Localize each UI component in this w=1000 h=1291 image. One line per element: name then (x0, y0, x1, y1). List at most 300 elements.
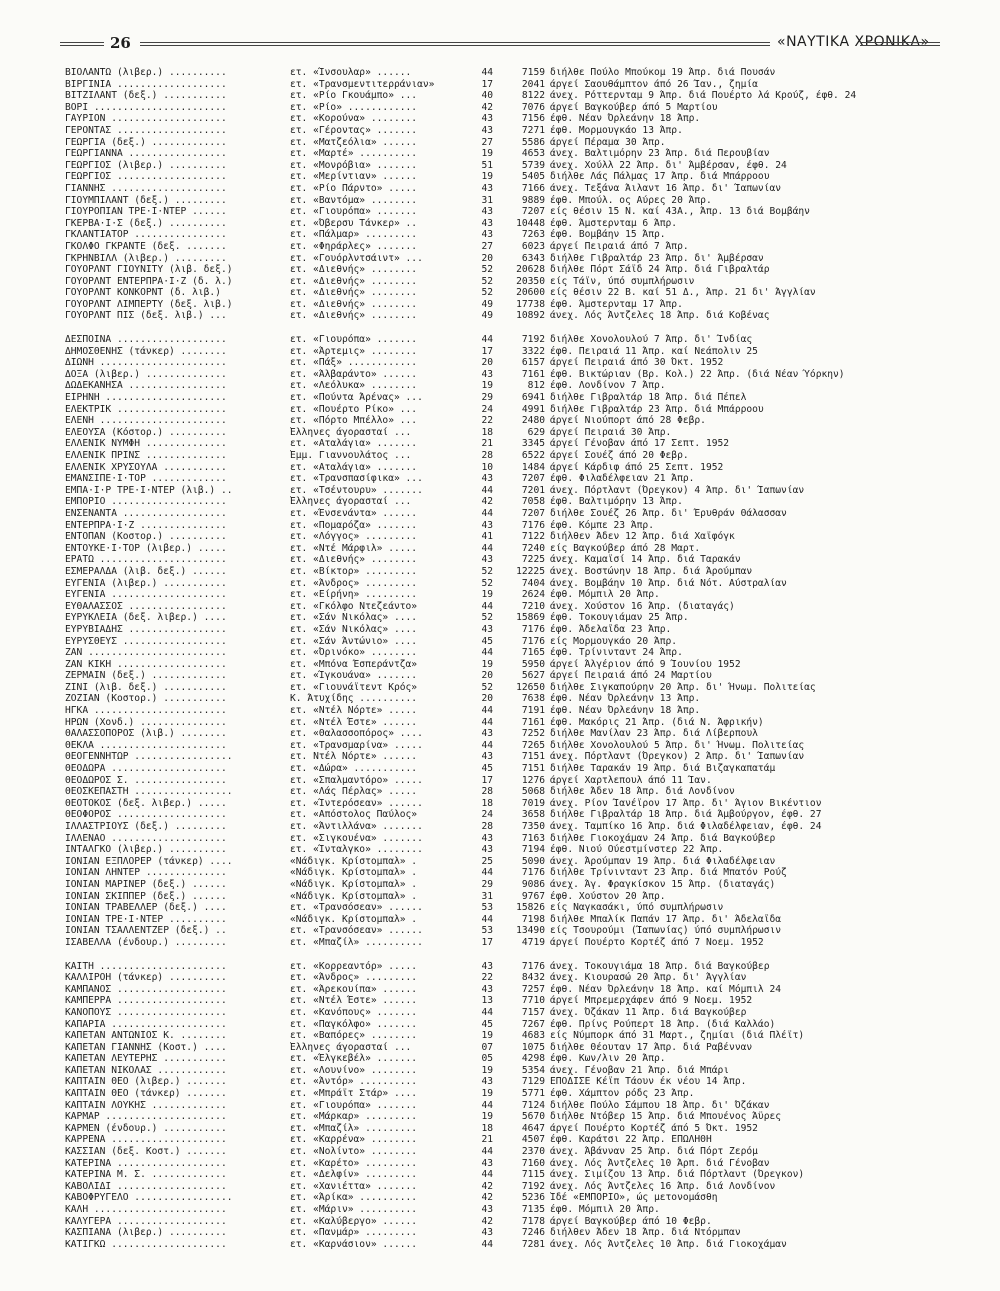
tonnage: 7194 (521, 844, 545, 856)
status: άνεχ. Τεξάνα Άιλαντ 16 Άπρ. δι' Ίαπωνίαν (550, 182, 782, 194)
tonnage: 7176 (521, 623, 545, 635)
ship-row (65, 1100, 935, 1112)
ship-name: ΕΝΤΟΠΑΝ (Κοστορ.) .......... (65, 531, 227, 543)
tonnage: 9889 (521, 194, 545, 206)
ship-name: ΕΛΕΝΗ ...................... (65, 415, 227, 427)
status: άνεχ. Άγ. Φραγκίσκον 15 Άπρ. (διαταγάς) (550, 878, 776, 890)
flag-code: 40 (481, 90, 493, 102)
agent: ετ. «Ίντερόσεαν» ...... (290, 797, 423, 809)
ship-row (65, 1019, 935, 1031)
status: διήλθε Μανίλαν 23 Άπρ. διά Λίβερπουλ (550, 728, 758, 740)
flag-code: 17 (481, 345, 493, 357)
ship-row (65, 241, 935, 253)
journal-title: «ΝΑΥΤΙΚΑ ΧΡΟΝΙΚΑ» (777, 34, 930, 50)
tonnage: 5090 (521, 855, 545, 867)
tonnage: 7165 (521, 647, 545, 659)
ship-name: ΕΝΤΟΥΚΕ·Ι·ΤΟΡ (λιβερ.) ..... (65, 542, 227, 554)
tonnage: 5627 (521, 670, 545, 682)
flag-code: 44 (481, 647, 493, 659)
agent: ετ. «Γκόλφο Ντεζεάντο» (290, 600, 418, 612)
ship-row (65, 995, 935, 1007)
ship-row (65, 113, 935, 125)
ship-row (65, 473, 935, 485)
flag-code: 44 (481, 705, 493, 717)
flag-code: 44 (481, 484, 493, 496)
ship-name: ΕΥΓΕΝΙΑ .................... (65, 589, 227, 601)
status: έφθ. Καράτσι 22 Άπρ. ΕΠΩΛΗΘΗ (550, 1134, 712, 1146)
ship-name: ΚΑΝΟΠΟΥΣ ................... (65, 1006, 227, 1018)
status: έφθ. Μόμπιλ 20 Άπρ. (550, 589, 660, 601)
ship-name: ΙΝΤΑΛΓΚΟ (λιβερ.) .......... (65, 844, 227, 856)
ship-name: ΚΑΠΕΤΑΝ ΛΕΥΤΕΡΗΣ ........... (65, 1053, 227, 1065)
ship-name: ΙΟΝΙΑΝ ΣΚΙΠΠΕΡ (δεξ.) ...... (65, 890, 227, 902)
status: έφθ. Βομβάην 15 Άπρ. (550, 229, 666, 241)
group-separator (65, 949, 935, 961)
flag-code: 24 (481, 403, 493, 415)
flag-code: 42 (481, 1215, 493, 1227)
tonnage: 7267 (521, 1018, 545, 1030)
header-rule-left (60, 42, 104, 46)
status: έφθ. Μόμπιλ 20 Άπρ. (550, 1204, 660, 1215)
ship-name: ΓΟΥΟΡΛΝΤ ΕΝΤΕΡΠΡΑ·Ι·Ζ (δ. λ.) (65, 275, 233, 287)
flag-code: 44 (481, 507, 493, 519)
ship-row (65, 682, 935, 694)
ship-row (65, 566, 935, 578)
flag-code: 43 (481, 1227, 493, 1239)
flag-code: 05 (481, 1053, 493, 1065)
tonnage: 5739 (521, 159, 545, 171)
flag-code: 42 (481, 101, 493, 113)
ship-name: ΓΟΥΟΡΛΝΤ ΠΙΣ (δεξ. λιβ.) ... (65, 310, 227, 322)
status: άργεί Χαρτλεπουλ άπό 11 Ίαν. (550, 774, 712, 786)
ship-row (65, 1181, 935, 1193)
ship-name: ΘΕΟΓΕΝΝΗΤΩΡ ................. (65, 751, 233, 763)
flag-code: 44 (481, 1146, 493, 1158)
ship-row (65, 717, 935, 729)
tonnage: 2480 (521, 415, 545, 427)
ship-name: ΓΚΟΛΦΟ ΓΚΡΑΝΤΕ (δεξ. ....... (65, 240, 227, 252)
agent: ετ. «Κανόπους» ....... (290, 1006, 418, 1018)
agent: ετ. «Καρνάσιον» ...... (290, 1238, 418, 1250)
ship-row (65, 392, 935, 404)
ship-row (65, 856, 935, 868)
status: διήλθε Ντόβερ 15 Άπρ. διά Μπουένος Άϋρες (550, 1111, 782, 1123)
tonnage: 7638 (521, 693, 545, 705)
status: διήλθε Γιβραλτάρ 23 Άπρ. διά Μπάρροου (550, 403, 764, 415)
status: άνεχ. Ρίον Ίανέϊρον 17 Άπρ. δι' Άγιον Βικέντιον (550, 797, 822, 809)
ship-row (65, 867, 935, 879)
status: άργεί Κάρδιφ άπό 25 Σεπτ. 1952 (550, 461, 724, 473)
flag-code: 27 (481, 136, 493, 148)
agent: ετ. «Μαρτέ» .......... (290, 148, 418, 160)
ship-name: ΙΟΝΙΑΝ ΤΡΑΒΕΛΛΕΡ (δεξ.) .... (65, 902, 227, 914)
ship-row (65, 264, 935, 276)
flag-code: 22 (481, 972, 493, 984)
tonnage: 7207 (521, 473, 545, 485)
ship-row (65, 902, 935, 914)
tonnage: 8122 (521, 90, 545, 102)
tonnage: 6343 (521, 252, 545, 264)
ship-row (65, 578, 935, 590)
agent: ετ. «Ρίο Πάρντο» ..... (290, 182, 418, 194)
status: έφθ. Νέαν Όρλεάνην 18 Άπρ. καί Μόμπιλ 24 (550, 983, 782, 995)
ship-row (65, 148, 935, 160)
agent: ετ. «Τρανσόσεαν» ...... (290, 902, 423, 914)
tonnage: 7129 (521, 1076, 545, 1088)
agent: ετ. «Άνδρος» ......... (290, 972, 418, 984)
ship-row (65, 1192, 935, 1204)
ship-name: ΕΥΘΑΛΑΣΣΟΣ ................. (65, 600, 227, 612)
agent: ετ. «Ματζεόλια» ...... (290, 136, 418, 148)
tonnage: 6023 (521, 240, 545, 252)
status: άνεχ. Λός Άντζελες 18 Άπρ. διά Κοβένας (550, 310, 770, 322)
agent: ετ. «Όρινόκο» ........ (290, 647, 418, 659)
agent: ετ. «Διεθνής» ........ (290, 275, 418, 287)
tonnage: 13490 (516, 925, 545, 937)
flag-code: 21 (481, 438, 493, 450)
tonnage: 12225 (516, 565, 545, 577)
flag-code: 43 (481, 844, 493, 856)
tonnage: 4653 (521, 148, 545, 160)
ship-name: ΖΑΝ ........................ (65, 647, 227, 659)
status: είς Μορμουγκάο 20 Άπρ. (550, 635, 678, 647)
ship-name: ΓΕΩΡΓΙΟΣ ................... (65, 171, 227, 183)
tonnage: 10892 (516, 310, 545, 322)
ship-name: ΘΑΛΑΣΣΟΠΟΡΟΣ (λιβ.) ........ (65, 728, 227, 740)
ship-name: ΚΑΛΗ ....................... (65, 1204, 227, 1215)
ship-row (65, 427, 935, 439)
ship-row (65, 357, 935, 369)
tonnage: 5354 (521, 1064, 545, 1076)
agent: ετ. «Διεθνής» ........ (290, 554, 418, 566)
ship-row (65, 914, 935, 926)
agent: ετ. «Πάξ» ............ (290, 357, 418, 369)
agent: ετ. «Βίκτορ» ......... (290, 565, 418, 577)
ship-name: ΕΥΡΥΚΛΕΙΑ (δεξ. λιβερ.) .... (65, 612, 227, 624)
status: διήλθε Γιοκοχάμαν 24 Άπρ. διά Βαγκούβερ (550, 832, 776, 844)
ship-name: ΕΥΡΥΒΙΑΔΗΣ ................. (65, 623, 227, 635)
agent: ετ. «Βαντόμα» ........ (290, 194, 418, 206)
ship-row (65, 380, 935, 392)
agent: ετ. «Χανιέττα» ....... (290, 1180, 418, 1192)
agent: ετ. «Ίνσουλαρ» ...... (290, 67, 412, 78)
status: διήλθε Τρίνινταντ 23 Άπρ. διά Μπατόν Ρούζ (550, 867, 787, 879)
flag-code: 27 (481, 240, 493, 252)
flag-code: 19 (481, 1030, 493, 1042)
status: διήλθε Σιγκαπούρην 20 Άπρ. δι' Ήνωμ. Πολιτείας (550, 681, 816, 693)
status: άνεχ. Καμαϊσί 14 Άπρ. διά Ταρακάν (550, 554, 741, 566)
status: Ίδέ «ΕΜΠΟΡΙΟ», ώς μετονομάσθη (550, 1192, 718, 1204)
flag-code: 43 (481, 206, 493, 218)
tonnage: 4719 (521, 936, 545, 948)
flag-code: 52 (481, 577, 493, 589)
flag-code: 44 (481, 739, 493, 751)
ship-name: ΚΑΒΟΛΙΔΙ ................... (65, 1180, 227, 1192)
status: άνεχ. Βαλτιμόρην 23 Άπρ. διά Περουβίαν (550, 148, 770, 160)
ship-row (65, 90, 935, 102)
ship-name: ΚΑΡΜΑΡ ..................... (65, 1111, 227, 1123)
ship-row (65, 612, 935, 624)
ship-name: ΙΟΝΙΑΝ ΛΗΝΤΕΡ .............. (65, 867, 227, 879)
ship-row (65, 102, 935, 114)
tonnage: 5068 (521, 786, 545, 798)
status: άνεχ. Άβάνναν 25 Άπρ. διά Πόρτ Ζερόμ (550, 1146, 758, 1158)
status: είς Τάϊν, ύπό συμπλήρωσιν (550, 275, 695, 287)
ship-name: ΖΟΖΙΑΝ (Κοστορ.) ........... (65, 693, 227, 705)
flag-code: 44 (481, 67, 493, 78)
ship-name: ΕΛΛΕΝΙΚ ΧΡΥΣΟΥΛΑ ........... (65, 461, 227, 473)
agent: ετ. «Άρίκα» .......... (290, 1192, 418, 1204)
status: είς θέσιν 22 Β. καί 51 Δ., Άπρ. 21 δι' Άγγλίαν (550, 287, 816, 299)
status: άνεχ. Λός Άντζελες 16 Άπρ. διά Λονδίνον (550, 1180, 776, 1192)
agent: «Νάδιγκ. Κρίστομπαλ» . (290, 878, 418, 890)
tonnage: 7076 (521, 101, 545, 113)
header-rule-middle (140, 42, 770, 46)
status: έφθ. Κόμπε 23 Άπρ. (550, 519, 654, 531)
status: άνεχ. Λός Άντζελες 10 Άρπ. διά Γένοβαν (550, 1157, 770, 1169)
ship-name: ΚΑΜΠΕΡΡΑ ................... (65, 995, 227, 1007)
status: άνεχ. Πόρτλαντ (Όρεγκον) 2 Άπρ. δι' Ίαπωνίαν (550, 751, 805, 763)
agent: ετ. «Σιγκουένα» ....... (290, 832, 423, 844)
flag-code: 24 (481, 809, 493, 821)
ship-row (65, 183, 935, 195)
flag-code: 17 (481, 774, 493, 786)
flag-code: 42 (481, 1192, 493, 1204)
status: έφθ. Πειραιά 11 Άπρ. καί Νεάπολιν 25 (550, 345, 758, 357)
status: διήλθε Χονολουλού 5 Άπρ. δι' Ήνωμ. Πολιτείας (550, 739, 805, 751)
flag-code: 28 (481, 450, 493, 461)
tonnage: 7160 (521, 1157, 545, 1169)
flag-code: 29 (481, 392, 493, 404)
tonnage: 7157 (521, 1006, 545, 1018)
ship-row (65, 1204, 935, 1216)
agent: ετ. «Ίγκουάνα» ....... (290, 670, 418, 682)
agent: ετ. «Όβερσυ Τάνκερ» .. (290, 217, 418, 229)
ship-name: ΓΕΡΟΝΤΑΣ ................... (65, 124, 227, 136)
flag-code: 43 (481, 728, 493, 740)
ship-row (65, 1042, 935, 1054)
ship-row (65, 1053, 935, 1065)
status: άνεχ. Σιμίζου 13 Άπρ. διά Πόρτλαντ (Όρεγκον) (550, 1169, 805, 1181)
ship-name: ΕΛΛΕΝΙΚ ΠΡΙΝΣ .............. (65, 450, 227, 461)
ship-name: ΘΕΟΤΟΚΟΣ (δεξ. λιβερ.) ..... (65, 797, 227, 809)
tonnage: 7161 (521, 368, 545, 380)
agent: ετ. «Δελφίν» ......... (290, 1169, 418, 1181)
agent: Έλληνες άγορασταί ... (290, 1041, 412, 1053)
agent: ετ. «Γιουρόπα» ....... (290, 334, 418, 346)
tonnage: 7192 (521, 334, 545, 346)
status: άργεί Μπρεμερχάφεν άπό 9 Νοεμ. 1952 (550, 995, 753, 1007)
ship-name: ΚΑΣΣΙΑΝ (δεξ. Κοστ.) ....... (65, 1146, 227, 1158)
tonnage: 3322 (521, 345, 545, 357)
tonnage: 7122 (521, 531, 545, 543)
ship-name: ΕΜΠΑ·Ι·Ρ ΤΡΕ·Ι·ΝΤΕΡ (λιβ.) .. (65, 484, 233, 496)
ship-row (65, 508, 935, 520)
ship-row (65, 253, 935, 265)
tonnage: 8432 (521, 972, 545, 984)
flag-code: 43 (481, 124, 493, 136)
agent: ετ. «Πομαρόζα» ....... (290, 519, 418, 531)
tonnage: 7115 (521, 1169, 545, 1181)
flag-code: 43 (481, 182, 493, 194)
tonnage: 1276 (521, 774, 545, 786)
ship-row (65, 310, 935, 322)
ship-name: ΚΑΤΕΡΙΝΑ ................... (65, 1157, 227, 1169)
status: έφθ. Μορμουγκάο 13 Άπρ. (550, 124, 683, 136)
agent: ετ. «Άρτεμις» ........ (290, 345, 418, 357)
flag-code: 53 (481, 902, 493, 914)
flag-code: 45 (481, 635, 493, 647)
ship-name: ΚΑΒΟΦΡΥΓΕΛΟ ................. (65, 1192, 233, 1204)
status: άνεχ. Πόρτλαντ (Όρεγκον) 4 Άπρ. δι' Ίαπωνίαν (550, 484, 805, 496)
agent: ετ. «Ρίο Γκουάμπο» ... (290, 90, 418, 102)
tonnage: 4507 (521, 1134, 545, 1146)
ship-name: ΚΑΜΠΑΝΟΣ ................... (65, 983, 227, 995)
tonnage: 7176 (521, 519, 545, 531)
ship-row (65, 844, 935, 856)
header-rule-right (860, 42, 940, 46)
ship-name: ΕΥΡΥΣΘΕΥΣ .................. (65, 635, 227, 647)
flag-code: 29 (481, 878, 493, 890)
ship-name: ΓΟΥΟΡΛΝΤ ΛΙΜΠΕΡΤΥ (δεξ. λιβ.) (65, 298, 233, 310)
ship-name: ΚΑΡΜΕΝ (ένδουρ.) ........... (65, 1122, 227, 1134)
agent: ετ. «Ντέλ Νόρτε» ..... (290, 705, 418, 717)
ship-row (65, 693, 935, 705)
ship-row (65, 276, 935, 288)
agent: ετ. «Μονρόβια» ....... (290, 159, 418, 171)
ship-name: ΚΑΤΙΓΚΩ .................... (65, 1238, 227, 1250)
tonnage: 20600 (516, 287, 545, 299)
ship-row (65, 137, 935, 149)
ship-row (65, 450, 935, 462)
agent: ετ. «Γουόρλντσάιντ» ... (290, 252, 423, 264)
ship-row (65, 647, 935, 659)
tonnage: 17738 (516, 298, 545, 310)
agent: ετ. «Καρέτο» ......... (290, 1157, 418, 1169)
flag-code: 20 (481, 670, 493, 682)
status: είς θέσιν 15 Ν. καί 43Α., Άπρ. 13 διά Βομβάην (550, 206, 810, 218)
status: έφθ. Νέαν Όρλεάνην 18 Άπρ. (550, 113, 701, 125)
agent: ετ. «Άντιλλάνα» ....... (290, 821, 423, 832)
status: διήλθε Μπαλίκ Παπάν 17 Άπρ. δι' Άδελαΐδα (550, 913, 782, 925)
tonnage: 5950 (521, 658, 545, 670)
ship-name: ΙΛΛΕΝΑΟ .................... (65, 832, 227, 844)
status: έφθ. Χάμπτον ρόδς 23 Άπρ. (550, 1088, 695, 1100)
ship-row (65, 229, 935, 241)
status: άνεχ. Άρούμπαν 19 Άπρ. διά Φιλαδέλφειαν (550, 855, 776, 867)
agent: ετ. «Αταλάγια» ....... (290, 461, 418, 473)
tonnage: 1075 (521, 1041, 545, 1053)
ship-row (65, 299, 935, 311)
flag-code: 49 (481, 298, 493, 310)
ship-row (65, 218, 935, 230)
tonnage: 7176 (521, 635, 545, 647)
flag-code: 19 (481, 171, 493, 183)
agent: ετ. «Ένσενάντα» ...... (290, 507, 418, 519)
ship-row (65, 798, 935, 810)
status: άργεί Πειραιά άπό 24 Μαρτίου (550, 670, 712, 682)
ship-name: ΚΑΠΕΤΑΝ ΑΝΤΩΝΙΟΣ Κ. ........ (65, 1030, 227, 1042)
ship-row (65, 659, 935, 671)
agent: ετ. «Διεθνής» ........ (290, 264, 418, 276)
status: διήλθε Γιβραλτάρ 18 Άπρ. διά Άμβούργον, έφθ. 27 (550, 809, 822, 821)
ship-name: ΕΜΠΟΡΙΟ .................... (65, 496, 227, 508)
status: άνεχ. Χούλλ 22 Άπρ. δι' Άμβέρσαν, έφθ. 24 (550, 159, 787, 171)
ship-row (65, 1169, 935, 1181)
agent: ετ. «Μάρκαρ» ......... (290, 1111, 418, 1123)
ship-name: ΖΕΡΜΑΙΝ (δεξ.) ............. (65, 670, 227, 682)
status: έφθ. Μπούλ. ος Αύρες 20 Άπρ. (550, 194, 712, 206)
ship-row (65, 171, 935, 183)
tonnage: 2041 (521, 78, 545, 90)
agent: ετ. «Κορρεαντόρ» ..... (290, 960, 418, 972)
agent: ετ. «Γιουρόπα» ....... (290, 206, 418, 218)
status: άργεί Σαουθάμπτον άπό 26 Ίαν., ζημία (550, 78, 758, 90)
agent: ετ. «Άλβαράντο» ...... (290, 368, 418, 380)
ship-row (65, 1227, 935, 1239)
ship-row (65, 879, 935, 891)
tonnage: 15869 (516, 612, 545, 624)
agent: ετ. «Ντέ Μάρφιλ» ..... (290, 542, 418, 554)
agent: ετ. «Βαπόρες» ........ (290, 1030, 418, 1042)
status: άργεί Πειραιά άπό 7 Άπρ. (550, 240, 689, 252)
tonnage: 7191 (521, 705, 545, 717)
tonnage: 7166 (521, 182, 545, 194)
agent: ετ. «Μπόνα Έσπεράντζα» (290, 658, 418, 670)
group-separator (65, 322, 935, 334)
tonnage: 7156 (521, 113, 545, 125)
tonnage: 20350 (516, 275, 545, 287)
tonnage: 4683 (521, 1030, 545, 1042)
agent: ετ. Ντέλ Νόρτε» ...... (290, 751, 418, 763)
flag-code: 52 (481, 681, 493, 693)
status: άνεχ. Κιουρασώ 20 Άπρ. δι' Άγγλίαν (550, 972, 747, 984)
status: ΕΠΟΔΙΣΕ Κέϊπ Τάουν έκ νέου 14 Άπρ. (550, 1076, 747, 1088)
status: διήλθε Άδεν 18 Άπρ. διά Λονδίνον (550, 786, 735, 798)
flag-code: 52 (481, 287, 493, 299)
ship-row (65, 1065, 935, 1077)
ship-row (65, 763, 935, 775)
ship-row (65, 195, 935, 207)
tonnage: 7252 (521, 728, 545, 740)
status: διήλθε Πούλο Μπούκομ 19 Άπρ. διά Πουσάν (550, 67, 776, 78)
tonnage: 7281 (521, 1238, 545, 1250)
ship-row (65, 206, 935, 218)
status: άργεί Νιούπορτ άπό 28 Φεβρ. (550, 415, 706, 427)
agent: «Νάδιγκ. Κρίστομπαλ» . (290, 867, 418, 879)
flag-code: 43 (481, 554, 493, 566)
tonnage: 7265 (521, 739, 545, 751)
flag-code: 43 (481, 960, 493, 972)
agent: ετ. «Μερίντιαν» ...... (290, 171, 418, 183)
tonnage: 6157 (521, 357, 545, 369)
status: έφθ. Φιλαδέλφειαν 21 Άπρ. (550, 473, 695, 485)
ship-row (65, 751, 935, 763)
tonnage: 7201 (521, 484, 545, 496)
agent: «Νάδιγκ. Κρίστομπαλ» . (290, 913, 418, 925)
agent: «Νάδιγκ. Κρίστομπαλ» . (290, 855, 418, 867)
flag-code: 51 (481, 159, 493, 171)
tonnage: 7163 (521, 832, 545, 844)
status: έφθ. Νιού Ούεστμίνστερ 22 Άπρ. (550, 844, 724, 856)
flag-code: 19 (481, 1064, 493, 1076)
ship-name: ΚΑΠΤΑΙΝ ΘΕΟ (λιβερ.) ....... (65, 1076, 227, 1088)
ship-name: ΙΟΝΙΑΝ ΕΞΠΛΟΡΕΡ (τάνκερ) .... (65, 855, 233, 867)
ship-row (65, 334, 935, 346)
agent: ετ. «Σάν Άντώνιο» .... (290, 635, 418, 647)
flag-code: 43 (481, 751, 493, 763)
ship-name: ΙΟΝΙΑΝ ΤΡΕ·Ι·ΝΤΕΡ .......... (65, 913, 227, 925)
